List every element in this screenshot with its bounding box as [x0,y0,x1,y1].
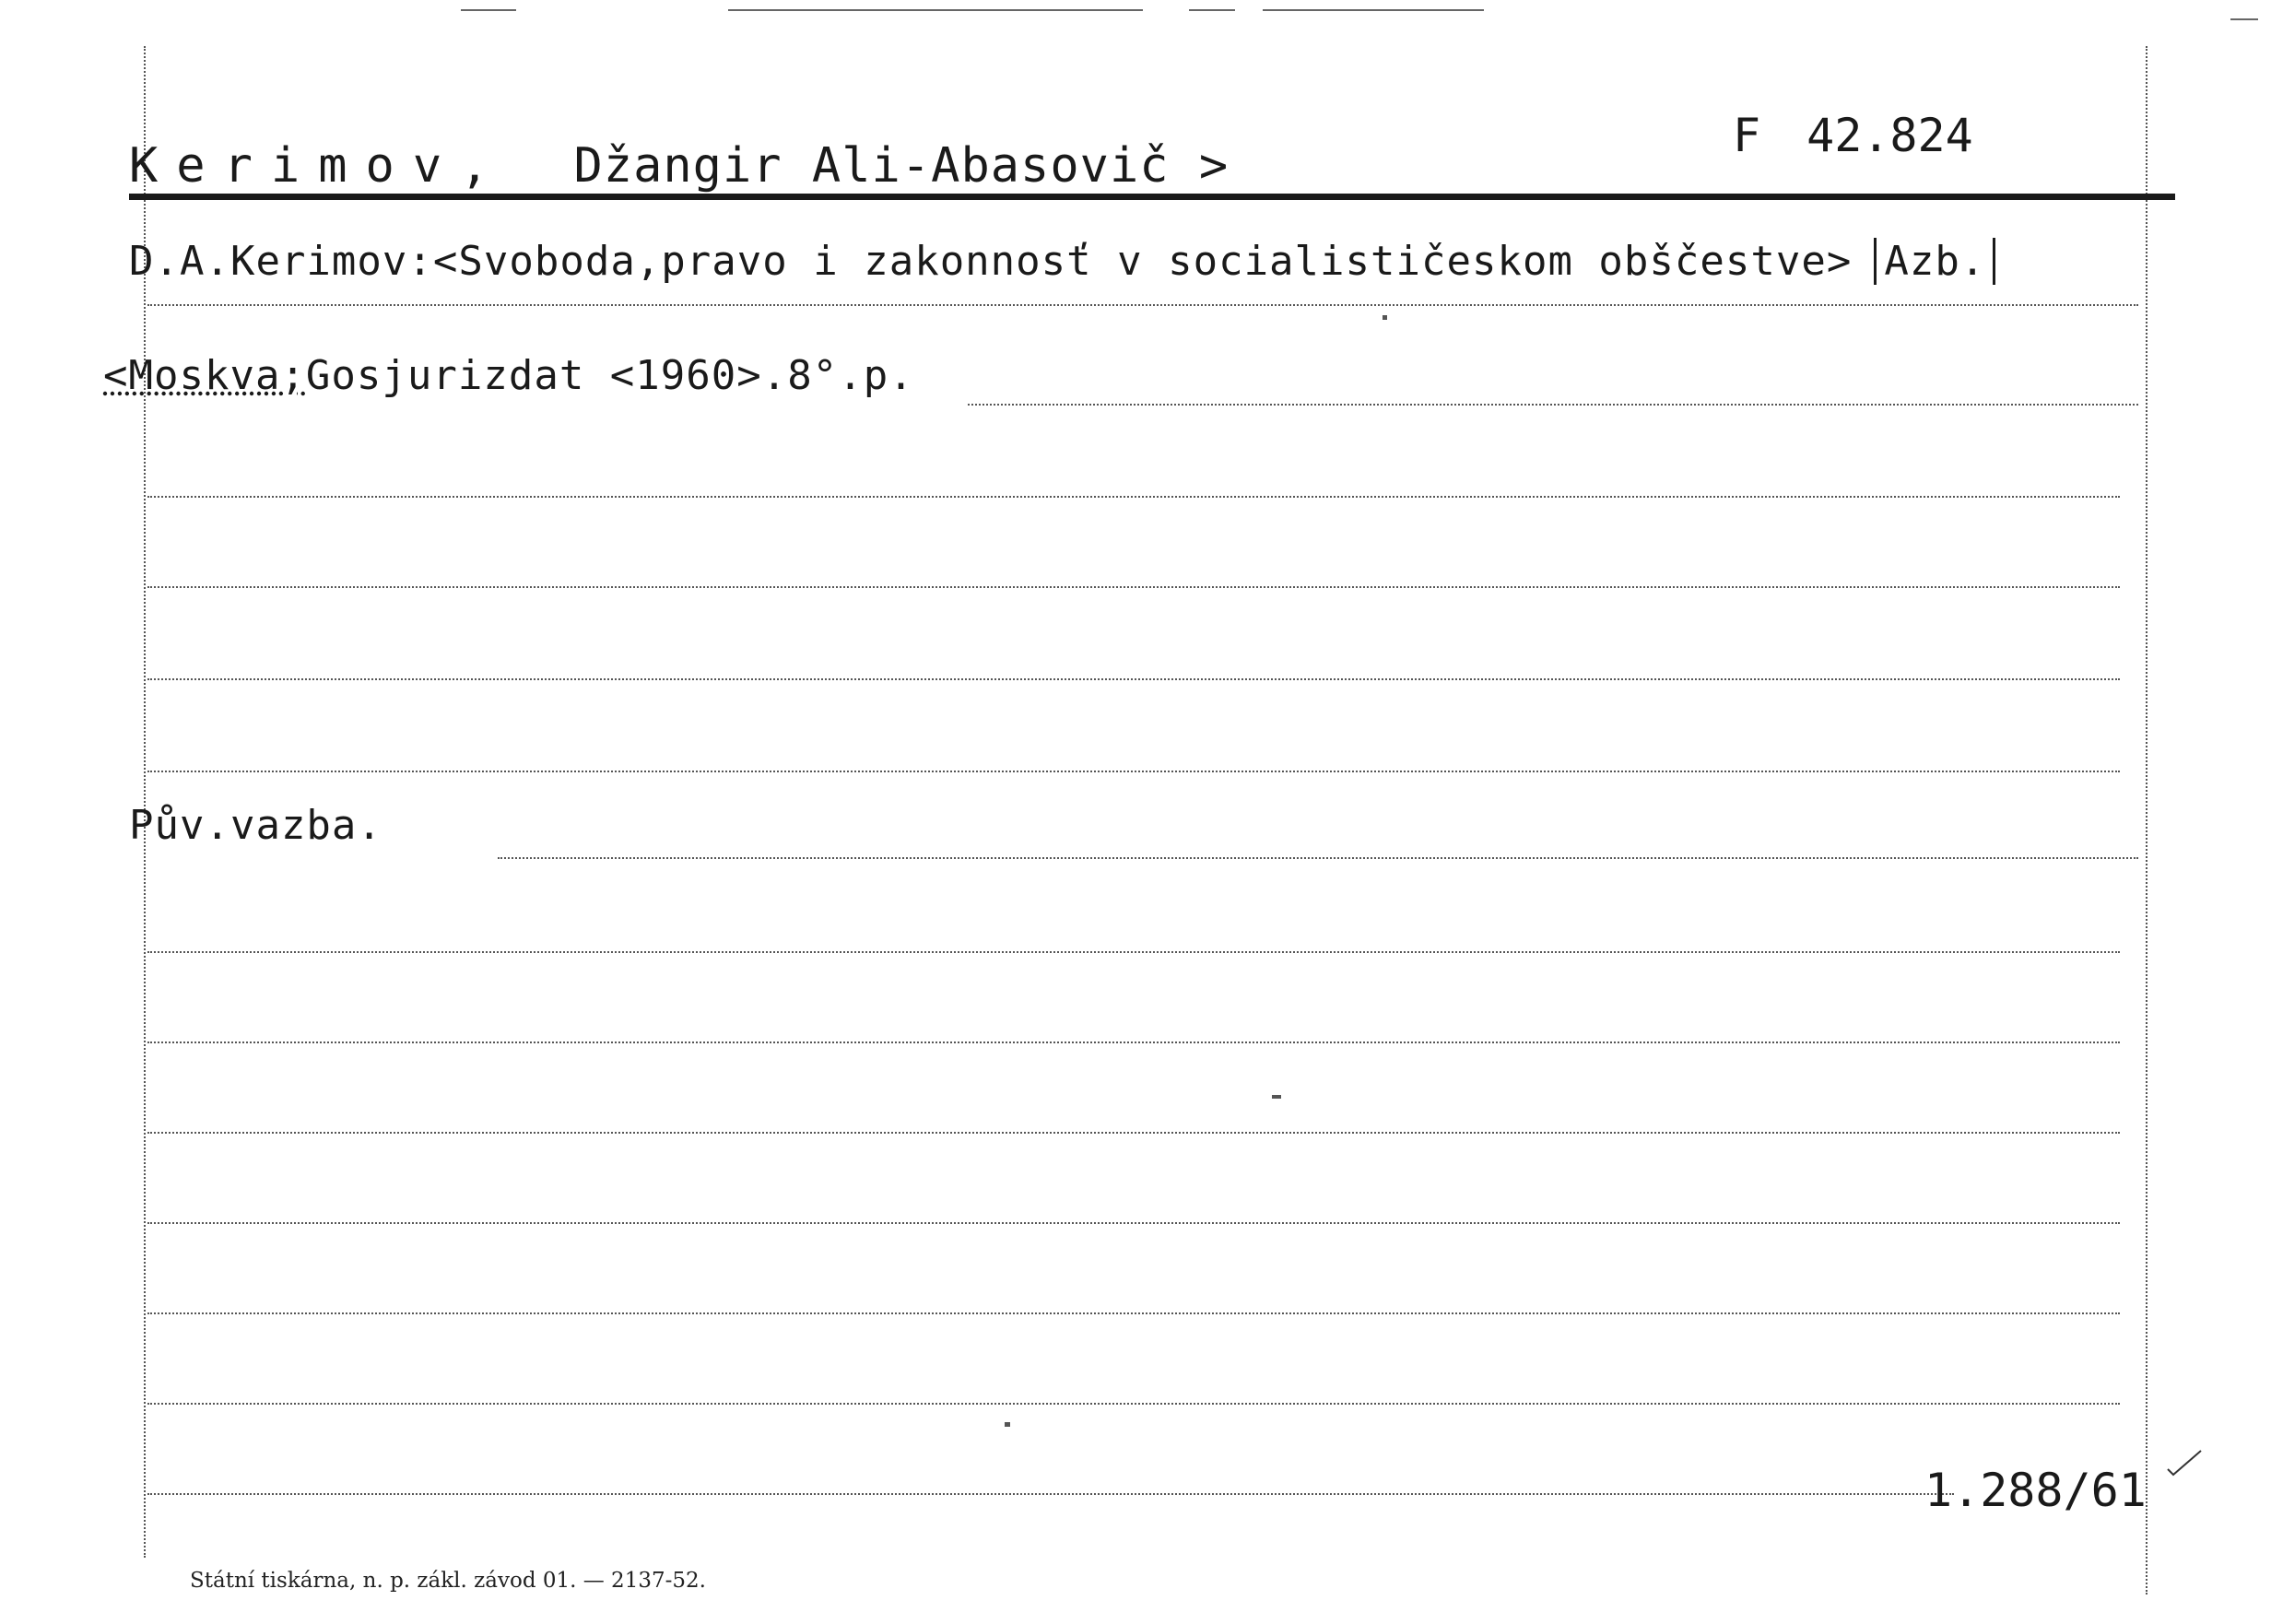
scan-artifact [728,9,1143,11]
ruled-line [498,857,2138,859]
ruled-line [147,1312,2120,1314]
ruled-line [968,404,2138,406]
right-margin-line [2146,46,2147,1595]
ruled-line [147,586,2120,588]
scan-artifact [1189,9,1235,11]
ruled-line [147,678,2120,680]
imprint-statement [103,352,914,399]
author-surname: Kerimov, [129,138,508,194]
printer-imprint: Státní tiskárna, n. p. zákl. závod 01. — 2137-52. [190,1569,706,1593]
scan-artifact [1263,9,1484,11]
binding-note: Pův.vazba. [129,802,382,849]
title-text: D.A.Kerimov:<Svoboda,pravo i zakonnosť v socialističeskom obščestve> [129,238,1853,285]
ruled-line [147,1041,2120,1043]
ruled-line [147,1222,2120,1224]
scan-artifact [2230,18,2258,20]
ruled-line [147,1493,1954,1495]
ruled-line [147,951,2120,953]
language-note: Azb. [1874,238,1995,285]
ink-speck [1005,1422,1010,1427]
imprint-place: <Moskva; [103,352,306,399]
call-number-prefix: F [1733,109,1761,162]
ink-speck [1383,315,1387,320]
title-statement [129,238,1995,285]
ink-speck [1272,1095,1281,1099]
scan-artifact [461,9,516,11]
check-mark-icon [2166,1449,2203,1477]
call-number-value: 42.824 [1806,109,1973,162]
ruled-line [147,496,2120,498]
author-given-names: Džangir Ali-Abasovič > [573,138,1230,194]
author-heading [129,138,1229,194]
header-rule [129,194,2175,200]
ruled-line [147,1403,2120,1405]
ruled-line [147,771,2120,772]
ruled-line [147,304,2138,306]
call-number [1733,109,1973,162]
accession-number: 1.288/61 [1924,1464,2147,1517]
imprint-details: Gosjurizdat <1960>.8°.p. [305,352,914,399]
ruled-line [147,1132,2120,1134]
